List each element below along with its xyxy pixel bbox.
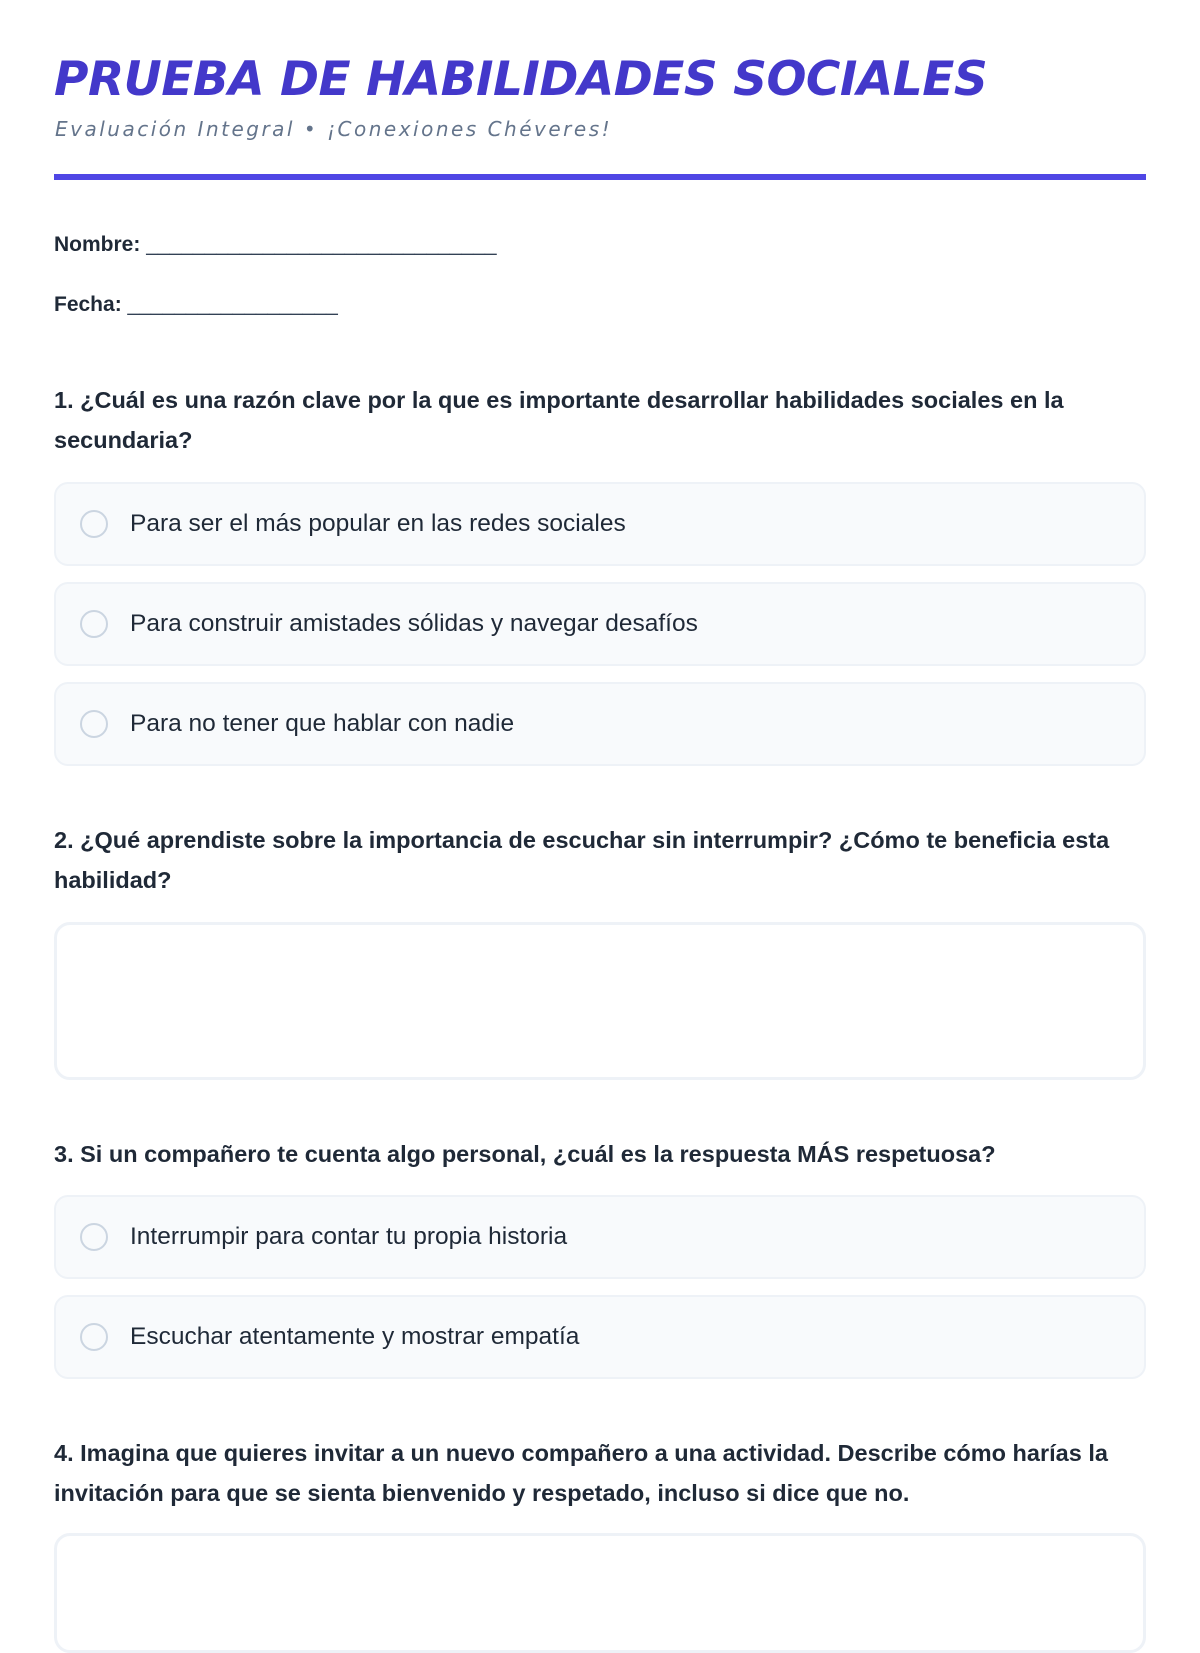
- q2-answer-textarea[interactable]: [54, 922, 1146, 1080]
- q1-option-2[interactable]: [54, 582, 1146, 666]
- option-label: Interrumpir para contar tu propia historia: [130, 1223, 568, 1250]
- page-title: PRUEBA DE HABILIDADES SOCIALES: [54, 52, 988, 107]
- header-divider: [54, 174, 1146, 180]
- question-4: 4. Imagina que quieres invitar a un nuevo compañero a una actividad. Describe cómo harías la invitación para que se sienta bienvenido y respetado, incluso si dice que no.: [54, 1440, 1108, 1506]
- option-label: Para ser el más popular en las redes sociales: [130, 510, 626, 537]
- date-blank-line[interactable]: __________________: [127, 293, 338, 316]
- radio-button[interactable]: [80, 1323, 108, 1351]
- question-2: 2. ¿Qué aprendiste sobre la importancia de escuchar sin interrumpir? ¿Cómo te beneficia esta habilidad?: [54, 827, 1110, 893]
- q4-answer-textarea[interactable]: [54, 1533, 1146, 1653]
- option-label: Escuchar atentamente y mostrar empatía: [130, 1323, 580, 1350]
- page-subtitle: Evaluación Integral • ¡Conexiones Chéveres!: [55, 117, 613, 141]
- name-field[interactable]: [54, 233, 497, 257]
- radio-button[interactable]: [80, 1223, 108, 1251]
- radio-button[interactable]: [80, 510, 108, 538]
- date-field[interactable]: [54, 293, 338, 317]
- name-blank-line[interactable]: ______________________________: [146, 233, 497, 256]
- option-label: Para construir amistades sólidas y navegar desafíos: [130, 610, 698, 637]
- name-label: Nombre:: [54, 233, 141, 256]
- question-1: 1. ¿Cuál es una razón clave por la que es importante desarrollar habilidades sociales en la secundaria?: [54, 387, 1064, 453]
- question-3: 3. Si un compañero te cuenta algo personal, ¿cuál es la respuesta MÁS respetuosa?: [54, 1141, 996, 1167]
- option-label: Para no tener que hablar con nadie: [130, 710, 515, 737]
- q1-option-1[interactable]: [54, 482, 1146, 566]
- date-label: Fecha:: [54, 293, 122, 316]
- q3-option-2[interactable]: [54, 1295, 1146, 1379]
- q3-option-1[interactable]: [54, 1195, 1146, 1279]
- radio-button[interactable]: [80, 710, 108, 738]
- q1-option-3[interactable]: [54, 682, 1146, 766]
- radio-button[interactable]: [80, 610, 108, 638]
